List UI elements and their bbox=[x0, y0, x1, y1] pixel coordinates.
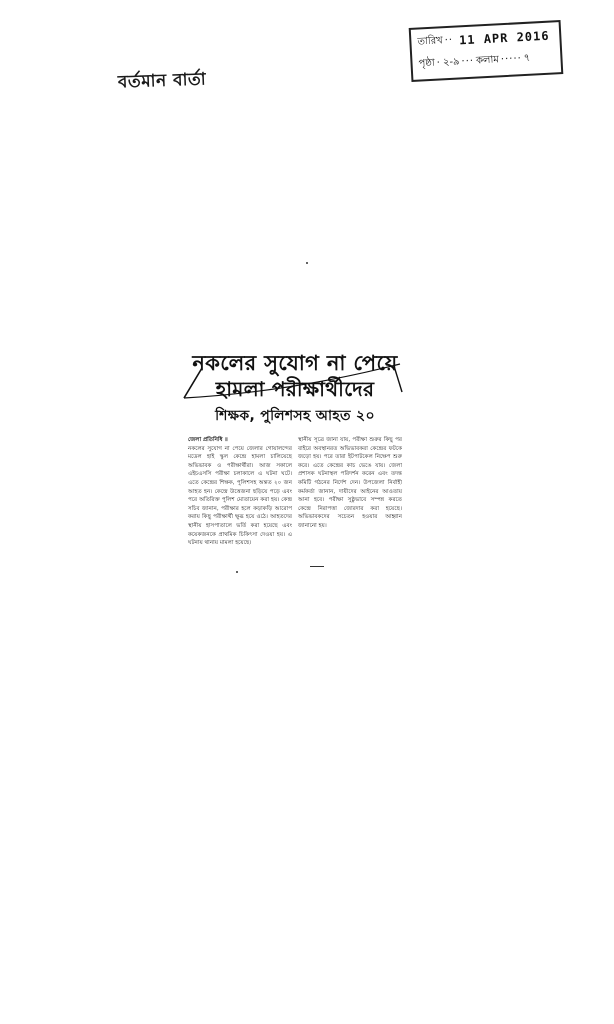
stamp-column-value: ৭ bbox=[523, 52, 531, 65]
article-column-1 bbox=[188, 436, 292, 548]
newspaper-name: বর্তমান বার্তা bbox=[117, 69, 207, 93]
headline-line-1: নকলের সুযোগ না পেয়ে bbox=[192, 351, 398, 375]
article-column-2 bbox=[298, 436, 402, 548]
byline: জেলা প্রতিনিধি ॥ bbox=[188, 437, 228, 443]
news-clipping bbox=[188, 350, 402, 570]
stamp-date-value: 11 APR 2016 bbox=[458, 28, 550, 48]
stamp-date-label: তারিখ bbox=[417, 35, 444, 48]
stamp-dots: · bbox=[436, 57, 442, 69]
stamp-page-label: পৃষ্ঠা bbox=[418, 57, 436, 70]
scan-speck bbox=[306, 262, 308, 264]
date-stamp bbox=[409, 20, 564, 82]
stamp-page-value: ২-৯ bbox=[442, 56, 460, 69]
stamp-column-label: কলাম bbox=[475, 54, 500, 67]
stamp-dots: ··· bbox=[461, 55, 475, 68]
pen-underline-mark bbox=[180, 362, 406, 402]
stamp-dots: ····· bbox=[500, 53, 523, 66]
scan-speck bbox=[236, 571, 238, 573]
article-body bbox=[188, 436, 402, 548]
stamp-dots: ·· bbox=[444, 34, 454, 47]
article-column-2-text: স্থানীয় সূত্রে জানা যায়, পরীক্ষা শুরুর কিছু পর বাইরে অবস্থানরত অভিভাবকরা কেন্দ্রের ফটকে জড়ো হয়। পরে তারা ইটপাটকেল নিক্ষেপ শুরু করে। এতে কেন্দ্রের কাচ ভেঙে যায়। জেলা প্রশাসক ঘটনাস্থল পরিদর্শন করেন এবং তদন্ত কমিটি গঠনের নির্দেশ দেন। উপজেলা নির্বাহী কর্মকর্তা জানান, দায়ীদের আইনের আওতায় আনা হবে। পরীক্ষা সুষ্ঠুভাবে সম্পন্ন করতে কেন্দ্রে নিরাপত্তা জোরদার করা হয়েছে। অভিভাবকদের সচেতন হওয়ার আহ্বান জানানো হয়। bbox=[298, 437, 402, 529]
subheadline: শিক্ষক, পুলিশসহ আহত ২০ bbox=[215, 408, 375, 424]
article-column-1-text: নকলের সুযোগ না পেয়ে জেলার গোয়ালন্দের মডেল হাই স্কুল কেন্দ্রে হামলা চালিয়েছে অভিভাবক ও পরীক্ষার্থীরা। আজ সকালে এইচএসসি পরীক্ষা চলাকালে এ ঘটনা ঘটে। এতে কেন্দ্রের শিক্ষক, পুলিশসহ অন্তত ২০ জন আহত হন। কেন্দ্রে উত্তেজনা ছড়িয়ে পড়ে এবং পরে অতিরিক্ত পুলিশ মোতায়েন করা হয়। কেন্দ্র সচিব জানান, পরীক্ষার হলে কড়াকড়ি আরোপ করায় কিছু পরীক্ষার্থী ক্ষুব্ধ হয়ে ওঠে। আহতদের স্থানীয় হাসপাতালে ভর্তি করা হয়েছে এবং কয়েকজনকে প্রাথমিক চিকিৎসা দেওয়া হয়। এ ঘটনায় থানায় মামলা হয়েছে। bbox=[188, 445, 292, 547]
end-mark bbox=[310, 566, 324, 567]
headline-line-2: হামলা পরীক্ষার্থীদের bbox=[215, 377, 375, 401]
